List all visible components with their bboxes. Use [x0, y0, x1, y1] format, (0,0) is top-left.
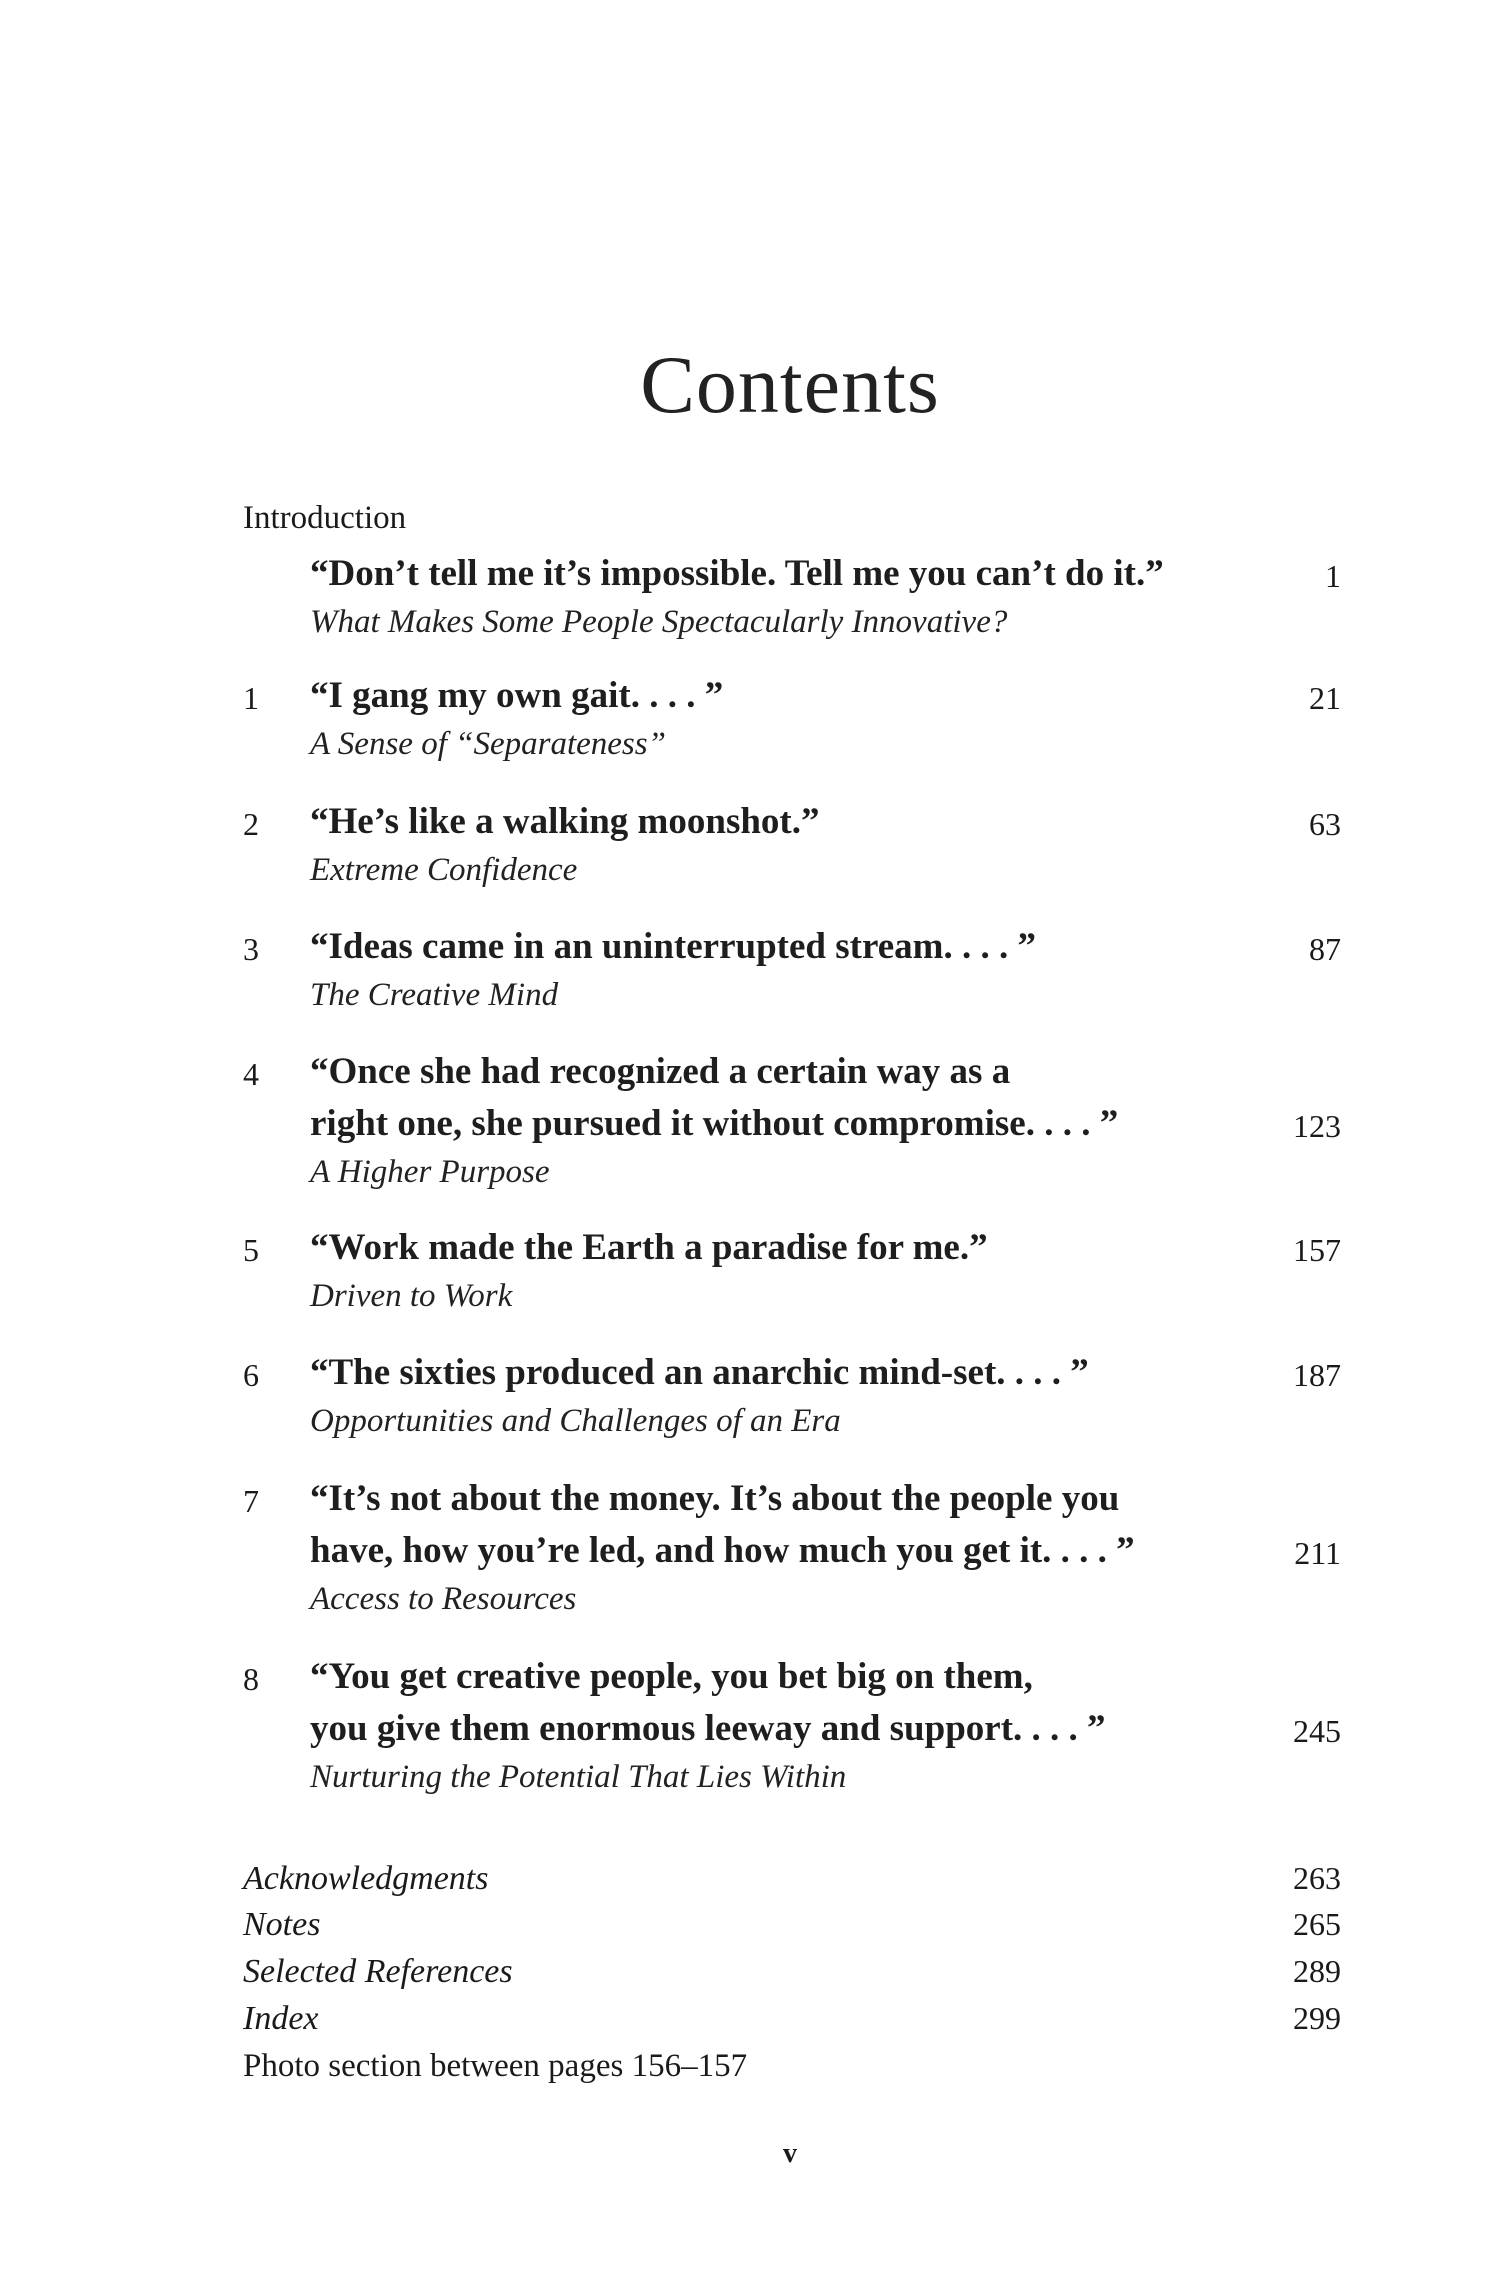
back-matter-label: Index [243, 2000, 319, 2037]
entry-subtitle: Access to Resources [310, 1581, 577, 1617]
entry-heading: “Once she had recognized a certain way as a [310, 1051, 1011, 1092]
entry-page-number: 87 [1309, 931, 1341, 967]
back-matter-label: Selected References [243, 1953, 513, 1990]
entry-heading: right one, she pursued it without compromise. . . . ” [310, 1103, 1119, 1144]
entry-page-number: 157 [1293, 1232, 1341, 1268]
toc-entry-introduction[interactable] [243, 548, 1341, 658]
back-matter-page-number: 263 [1293, 1860, 1341, 1896]
folio-page-number: v [783, 2138, 797, 2169]
entry-page-number: 187 [1293, 1357, 1341, 1393]
entry-page-number: 123 [1293, 1108, 1341, 1144]
chapter-number: 7 [243, 1483, 259, 1519]
entry-heading: “The sixties produced an anarchic mind-set. . . . ” [310, 1352, 1089, 1393]
entry-heading: “Don’t tell me it’s impossible. Tell me you can’t do it.” [310, 553, 1164, 594]
back-matter-label: Acknowledgments [243, 1860, 489, 1897]
chapter-number: 8 [243, 1661, 259, 1697]
introduction-label: Introduction [243, 500, 407, 536]
entry-page-number: 1 [1325, 558, 1341, 594]
chapter-number: 1 [243, 680, 259, 716]
chapter-number: 6 [243, 1357, 259, 1393]
back-matter-page-number: 289 [1293, 1953, 1341, 1989]
entry-heading: have, how you’re led, and how much you get it. . . . ” [310, 1530, 1135, 1571]
entry-subtitle: Opportunities and Challenges of an Era [310, 1403, 841, 1439]
entry-subtitle: Driven to Work [310, 1278, 513, 1314]
page-title: Contents [640, 339, 940, 430]
photo-section-note: Photo section between pages 156–157 [243, 2048, 748, 2084]
entry-page-number: 211 [1294, 1535, 1341, 1571]
back-matter-page-number: 299 [1293, 2000, 1341, 2036]
entry-page-number: 63 [1309, 806, 1341, 842]
entry-subtitle: A Higher Purpose [310, 1154, 550, 1190]
entry-heading: “Work made the Earth a paradise for me.” [310, 1227, 988, 1268]
entry-subtitle: Nurturing the Potential That Lies Within [310, 1759, 847, 1795]
entry-subtitle: What Makes Some People Spectacularly Innovative? [310, 604, 1008, 640]
entry-heading: “It’s not about the money. It’s about the people you [310, 1478, 1120, 1519]
entry-subtitle: The Creative Mind [310, 977, 559, 1013]
back-matter-page-number: 265 [1293, 1906, 1341, 1942]
entry-heading: “I gang my own gait. . . . ” [310, 675, 724, 716]
entry-heading: “Ideas came in an uninterrupted stream. . . . ” [310, 926, 1036, 967]
chapter-number: 4 [243, 1056, 259, 1092]
chapter-number: 2 [243, 806, 259, 842]
entry-page-number: 21 [1309, 680, 1341, 716]
chapter-number: 5 [243, 1232, 259, 1268]
entry-page-number: 245 [1293, 1713, 1341, 1749]
entry-heading: “You get creative people, you bet big on them, [310, 1656, 1033, 1697]
entry-heading: “He’s like a walking moonshot.” [310, 801, 820, 842]
back-matter-label: Notes [243, 1906, 321, 1943]
chapter-number: 3 [243, 931, 259, 967]
entry-subtitle: Extreme Confidence [310, 852, 578, 888]
entry-subtitle: A Sense of “Separateness” [310, 726, 666, 762]
entry-heading: you give them enormous leeway and support. . . . ” [310, 1708, 1106, 1749]
